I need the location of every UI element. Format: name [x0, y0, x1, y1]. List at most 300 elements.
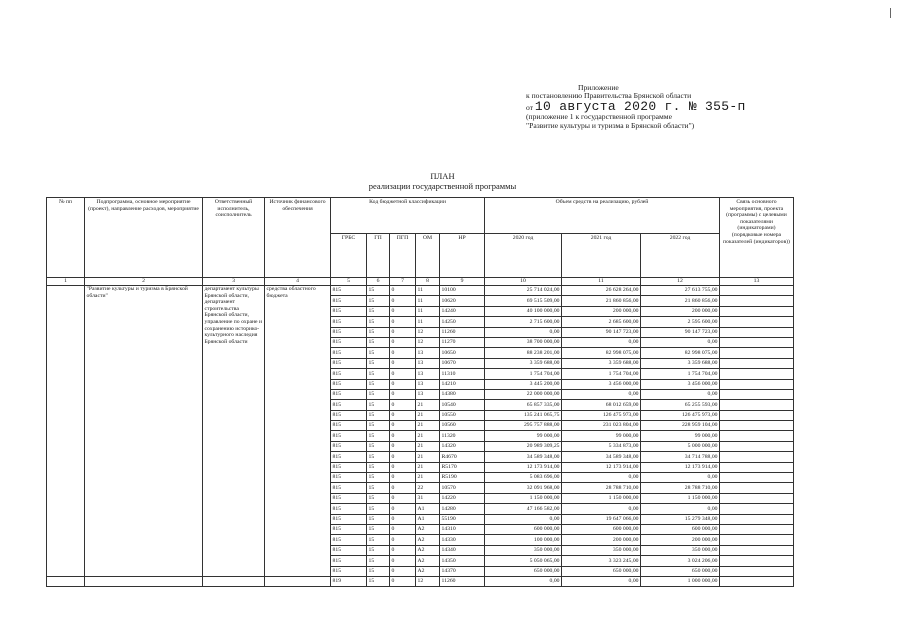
grbs-cell: 815 [331, 317, 367, 327]
om-cell: 13 [416, 389, 440, 399]
grbs-cell: 815 [331, 306, 367, 316]
indicator-link-cell [720, 400, 794, 410]
amount-2020-cell: 600 000,00 [485, 524, 562, 534]
indicator-link-cell [720, 389, 794, 399]
gp-cell: 15 [367, 493, 390, 503]
grbs-cell: 819 [331, 576, 367, 586]
nr-cell: 10540 [440, 400, 485, 410]
gp-cell: 15 [367, 431, 390, 441]
amount-2021-cell: 12 173 914,00 [562, 462, 641, 472]
indicator-link-cell [720, 348, 794, 358]
pgp-cell: 0 [390, 410, 416, 420]
gp-cell: 15 [367, 462, 390, 472]
gp-cell: 15 [367, 514, 390, 524]
grbs-cell: 815 [331, 369, 367, 379]
amount-2022-cell: 3 024 206,00 [641, 556, 720, 566]
amount-2020-cell: 3 445 200,00 [485, 379, 562, 389]
indicator-link-cell [720, 545, 794, 555]
nr-cell: 11260 [440, 576, 485, 586]
col-om-header: ОМ [416, 234, 440, 278]
amount-2020-cell: 5 050 065,00 [485, 556, 562, 566]
nr-cell: 11260 [440, 327, 485, 337]
amount-2022-cell: 82 998 075,00 [641, 348, 720, 358]
col-nr-header: НР [440, 234, 485, 278]
amount-2021-cell: 0,00 [562, 389, 641, 399]
grbs-cell: 815 [331, 462, 367, 472]
indicator-link-cell [720, 535, 794, 545]
column-number: 13 [720, 278, 794, 286]
column-number: 2 [85, 278, 203, 286]
grbs-cell: 815 [331, 421, 367, 431]
grbs-cell: 815 [331, 524, 367, 534]
om-cell: A2 [416, 566, 440, 576]
nr-cell: 10570 [440, 483, 485, 493]
om-cell: 22 [416, 483, 440, 493]
grbs-cell: 815 [331, 514, 367, 524]
nr-cell: 14210 [440, 379, 485, 389]
amount-2020-cell: 99 000,00 [485, 431, 562, 441]
amount-2022-cell: 3 456 000,00 [641, 379, 720, 389]
amount-2021-cell: 34 589 348,00 [562, 452, 641, 462]
indicator-link-cell [720, 296, 794, 306]
row-number-cell [47, 286, 85, 577]
column-number: 8 [416, 278, 440, 286]
amount-2021-cell: 2 685 600,00 [562, 317, 641, 327]
pgp-cell: 0 [390, 327, 416, 337]
amount-2021-cell: 19 647 066,00 [562, 514, 641, 524]
amount-2022-cell: 21 860 856,00 [641, 296, 720, 306]
amount-2022-cell: 99 000,00 [641, 431, 720, 441]
col-kbk-header: Код бюджетной классификации [331, 198, 485, 234]
amount-2020-cell: 295 757 888,00 [485, 421, 562, 431]
grbs-cell: 815 [331, 286, 367, 296]
indicator-link-cell [720, 410, 794, 420]
amount-2022-cell: 0,00 [641, 389, 720, 399]
amount-2020-cell: 0,00 [485, 327, 562, 337]
amount-2022-cell: 650 000,00 [641, 566, 720, 576]
amount-2020-cell: 2 715 600,00 [485, 317, 562, 327]
grbs-cell: 815 [331, 556, 367, 566]
amount-2022-cell: 3 359 688,00 [641, 358, 720, 368]
om-cell: A2 [416, 556, 440, 566]
nr-cell: 14250 [440, 317, 485, 327]
grbs-cell: 815 [331, 337, 367, 347]
amount-2021-cell: 21 860 856,00 [562, 296, 641, 306]
amount-2020-cell: 47 166 582,00 [485, 504, 562, 514]
amount-2021-cell: 231 023 804,00 [562, 421, 641, 431]
amount-2022-cell: 90 147 723,00 [641, 327, 720, 337]
nr-cell: 10620 [440, 296, 485, 306]
nr-cell: 14320 [440, 441, 485, 451]
grbs-cell: 815 [331, 452, 367, 462]
amount-2021-cell: 0,00 [562, 473, 641, 483]
om-cell: A2 [416, 524, 440, 534]
grbs-cell: 815 [331, 296, 367, 306]
executor-cell [203, 576, 265, 586]
om-cell: 12 [416, 327, 440, 337]
table-row [47, 286, 794, 296]
indicator-link-cell [720, 504, 794, 514]
column-number: 6 [367, 278, 390, 286]
om-cell: 11 [416, 317, 440, 327]
pgp-cell: 0 [390, 306, 416, 316]
om-cell: 21 [416, 400, 440, 410]
pgp-cell: 0 [390, 556, 416, 566]
indicator-link-cell [720, 317, 794, 327]
nr-cell: 10100 [440, 286, 485, 296]
indicator-link-cell [720, 473, 794, 483]
grbs-cell: 815 [331, 493, 367, 503]
om-cell: 12 [416, 337, 440, 347]
col-executor-header: Ответственный исполнитель, соисполнитель [203, 198, 265, 278]
col-gp-header: ГП [367, 234, 390, 278]
amount-2022-cell: 5 000 000,00 [641, 441, 720, 451]
gp-cell: 15 [367, 379, 390, 389]
nr-cell: 11320 [440, 431, 485, 441]
gp-cell: 15 [367, 327, 390, 337]
nr-cell: 14240 [440, 306, 485, 316]
amount-2020-cell: 1 754 704,00 [485, 369, 562, 379]
header-row-1 [47, 198, 794, 234]
indicator-link-cell [720, 327, 794, 337]
om-cell: A2 [416, 535, 440, 545]
col-volume-header: Объем средств на реализацию, рублей [485, 198, 720, 234]
grbs-cell: 815 [331, 348, 367, 358]
pgp-cell: 0 [390, 337, 416, 347]
pgp-cell: 0 [390, 379, 416, 389]
grbs-cell: 815 [331, 410, 367, 420]
grbs-cell: 815 [331, 431, 367, 441]
gp-cell: 15 [367, 535, 390, 545]
grbs-cell: 815 [331, 389, 367, 399]
grbs-cell: 815 [331, 473, 367, 483]
amount-2022-cell: 34 714 788,00 [641, 452, 720, 462]
amount-2020-cell: 3 359 688,00 [485, 358, 562, 368]
col-indicator-link-header: Связь основного мероприятия, проекта (программы) с целевыми показателями (индикаторами) (порядковые номера показателей (индикаторов)) [720, 198, 794, 278]
handwritten-date: 10 августа 2020 г. № 355-п [534, 99, 746, 115]
gp-cell: 15 [367, 317, 390, 327]
gp-cell: 15 [367, 576, 390, 586]
grbs-cell: 815 [331, 483, 367, 493]
amount-2021-cell: 26 628 264,00 [562, 286, 641, 296]
gp-cell: 15 [367, 369, 390, 379]
gp-cell: 15 [367, 473, 390, 483]
nr-cell: 14330 [440, 535, 485, 545]
nr-cell: 14370 [440, 566, 485, 576]
pgp-cell: 0 [390, 524, 416, 534]
nr-cell: 10670 [440, 358, 485, 368]
column-number: 9 [440, 278, 485, 286]
gp-cell: 15 [367, 337, 390, 347]
indicator-link-cell [720, 576, 794, 586]
pgp-cell: 0 [390, 389, 416, 399]
gp-cell: 15 [367, 286, 390, 296]
om-cell: 13 [416, 348, 440, 358]
pgp-cell: 0 [390, 483, 416, 493]
amount-2020-cell: 650 000,00 [485, 566, 562, 576]
amount-2021-cell: 90 147 723,00 [562, 327, 641, 337]
pgp-cell: 0 [390, 296, 416, 306]
om-cell: 11 [416, 296, 440, 306]
grbs-cell: 815 [331, 327, 367, 337]
amount-2022-cell: 126 475 973,00 [641, 410, 720, 420]
om-cell: 21 [416, 473, 440, 483]
pgp-cell: 0 [390, 317, 416, 327]
indicator-link-cell [720, 452, 794, 462]
indicator-link-cell [720, 421, 794, 431]
amount-2022-cell: 600 000,00 [641, 524, 720, 534]
nr-cell: 14220 [440, 493, 485, 503]
amount-2022-cell: 1 754 704,00 [641, 369, 720, 379]
amount-2021-cell: 0,00 [562, 337, 641, 347]
col-pgp-header: ПГП [390, 234, 416, 278]
gp-cell: 15 [367, 306, 390, 316]
pgp-cell: 0 [390, 286, 416, 296]
amount-2020-cell: 0,00 [485, 576, 562, 586]
amount-2021-cell: 200 000,00 [562, 535, 641, 545]
nr-cell: 14310 [440, 524, 485, 534]
nr-cell: 14340 [440, 545, 485, 555]
amount-2022-cell: 27 613 755,00 [641, 286, 720, 296]
program-name: "Развитие культуры и туризма в Брянской области") [526, 120, 695, 130]
grbs-cell: 815 [331, 441, 367, 451]
amount-2021-cell: 3 456 000,00 [562, 379, 641, 389]
amount-2022-cell: 12 173 914,00 [641, 462, 720, 472]
om-cell: 21 [416, 421, 440, 431]
indicator-link-cell [720, 369, 794, 379]
gp-cell: 15 [367, 545, 390, 555]
column-number: 5 [331, 278, 367, 286]
amount-2022-cell: 350 000,00 [641, 545, 720, 555]
nr-cell: R5190 [440, 473, 485, 483]
column-number: 10 [485, 278, 562, 286]
pgp-cell: 0 [390, 535, 416, 545]
subprogram-cell [85, 576, 203, 586]
column-number: 11 [562, 278, 641, 286]
gp-cell: 15 [367, 348, 390, 358]
column-number: 4 [265, 278, 331, 286]
amount-2022-cell: 200 000,00 [641, 306, 720, 316]
amount-2021-cell: 1 754 704,00 [562, 369, 641, 379]
pgp-cell: 0 [390, 493, 416, 503]
amount-2020-cell: 32 091 968,00 [485, 483, 562, 493]
amount-2022-cell: 0,00 [641, 504, 720, 514]
amount-2020-cell: 88 238 201,00 [485, 348, 562, 358]
om-cell: 11 [416, 286, 440, 296]
indicator-link-cell [720, 514, 794, 524]
amount-2022-cell: 15 279 348,00 [641, 514, 720, 524]
nr-cell: 11310 [440, 369, 485, 379]
indicator-link-cell [720, 337, 794, 347]
om-cell: 21 [416, 441, 440, 451]
nr-cell: 11270 [440, 337, 485, 347]
pgp-cell: 0 [390, 348, 416, 358]
source-cell [265, 576, 331, 586]
grbs-cell: 815 [331, 566, 367, 576]
amount-2020-cell: 0,00 [485, 514, 562, 524]
amount-2020-cell: 1 150 000,00 [485, 493, 562, 503]
gp-cell: 15 [367, 389, 390, 399]
om-cell: 21 [416, 431, 440, 441]
grbs-cell: 815 [331, 379, 367, 389]
amount-2022-cell: 0,00 [641, 337, 720, 347]
appendix-label: Приложение [578, 83, 619, 92]
om-cell: A2 [416, 545, 440, 555]
indicator-link-cell [720, 306, 794, 316]
amount-2021-cell: 68 012 659,00 [562, 400, 641, 410]
col-2022-header: 2022 год [641, 234, 720, 278]
om-cell: 13 [416, 379, 440, 389]
indicator-link-cell [720, 462, 794, 472]
amount-2021-cell: 0,00 [562, 504, 641, 514]
amount-2021-cell: 5 334 873,00 [562, 441, 641, 451]
om-cell: 12 [416, 576, 440, 586]
amount-2021-cell: 200 000,00 [562, 306, 641, 316]
pgp-cell: 0 [390, 473, 416, 483]
nr-cell: 10560 [440, 421, 485, 431]
om-cell: A1 [416, 514, 440, 524]
source-cell: средства областного бюджета [265, 286, 331, 577]
col-grbs-header: ГРБС [331, 234, 367, 278]
amount-2020-cell: 5 083 696,00 [485, 473, 562, 483]
col-2020-header: 2020 год [485, 234, 562, 278]
gp-cell: 15 [367, 452, 390, 462]
executor-cell: департамент культуры Брянской области, департамент строительства Брянской области, управление по охране и сохранению историко-культурного наследия Брянской области [203, 286, 265, 577]
amount-2021-cell: 99 000,00 [562, 431, 641, 441]
nr-cell: 14350 [440, 556, 485, 566]
column-number-row [47, 278, 794, 286]
gp-cell: 15 [367, 410, 390, 420]
col-source-header: Источник финансового обеспечения [265, 198, 331, 278]
indicator-link-cell [720, 493, 794, 503]
column-number: 3 [203, 278, 265, 286]
nr-cell: R4670 [440, 452, 485, 462]
decree-reference: к постановлению Правительства Брянской области [526, 91, 692, 101]
nr-cell: 10550 [440, 410, 485, 420]
om-cell: 13 [416, 358, 440, 368]
amount-2020-cell: 12 173 914,00 [485, 462, 562, 472]
indicator-link-cell [720, 358, 794, 368]
nr-cell: 14280 [440, 504, 485, 514]
nr-cell: 14380 [440, 389, 485, 399]
program-appendix-note: (приложение 1 к государственной программе [526, 112, 672, 122]
amount-2020-cell: 350 000,00 [485, 545, 562, 555]
column-number: 1 [47, 278, 85, 286]
appendix-header [526, 84, 746, 130]
amount-2020-cell: 100 000,00 [485, 535, 562, 545]
indicator-link-cell [720, 286, 794, 296]
pgp-cell: 0 [390, 400, 416, 410]
amount-2020-cell: 34 589 348,00 [485, 452, 562, 462]
plan-title: ПЛАН [430, 171, 455, 181]
amount-2021-cell: 0,00 [562, 576, 641, 586]
grbs-cell: 815 [331, 400, 367, 410]
pgp-cell: 0 [390, 452, 416, 462]
pgp-cell: 0 [390, 576, 416, 586]
indicator-link-cell [720, 566, 794, 576]
column-number: 7 [390, 278, 416, 286]
gp-cell: 15 [367, 421, 390, 431]
amount-2020-cell: 65 857 335,00 [485, 400, 562, 410]
gp-cell: 15 [367, 441, 390, 451]
om-cell: 31 [416, 493, 440, 503]
amount-2022-cell: 2 595 600,00 [641, 317, 720, 327]
nr-cell: 10650 [440, 348, 485, 358]
pgp-cell: 0 [390, 514, 416, 524]
gp-cell: 15 [367, 296, 390, 306]
nr-cell: 55190 [440, 514, 485, 524]
indicator-link-cell [720, 441, 794, 451]
pgp-cell: 0 [390, 545, 416, 555]
table-row [47, 576, 794, 586]
column-number: 12 [641, 278, 720, 286]
amount-2020-cell: 40 100 000,00 [485, 306, 562, 316]
grbs-cell: 815 [331, 545, 367, 555]
gp-cell: 15 [367, 566, 390, 576]
om-cell: 11 [416, 306, 440, 316]
gp-cell: 15 [367, 483, 390, 493]
amount-2022-cell: 0,00 [641, 473, 720, 483]
gp-cell: 15 [367, 556, 390, 566]
amount-2020-cell: 38 700 000,00 [485, 337, 562, 347]
amount-2022-cell: 228 959 104,00 [641, 421, 720, 431]
indicator-link-cell [720, 483, 794, 493]
amount-2022-cell: 1 000 000,00 [641, 576, 720, 586]
pgp-cell: 0 [390, 358, 416, 368]
amount-2021-cell: 1 150 000,00 [562, 493, 641, 503]
scan-edge-mark [890, 8, 891, 18]
grbs-cell: 815 [331, 504, 367, 514]
om-cell: 21 [416, 462, 440, 472]
amount-2021-cell: 28 788 710,00 [562, 483, 641, 493]
om-cell: A1 [416, 504, 440, 514]
gp-cell: 15 [367, 504, 390, 514]
indicator-link-cell [720, 431, 794, 441]
om-cell: 21 [416, 410, 440, 420]
plan-table [46, 197, 794, 587]
om-cell: 21 [416, 452, 440, 462]
om-cell: 13 [416, 369, 440, 379]
pgp-cell: 0 [390, 369, 416, 379]
amount-2022-cell: 65 255 593,00 [641, 400, 720, 410]
gp-cell: 15 [367, 524, 390, 534]
amount-2021-cell: 3 359 688,00 [562, 358, 641, 368]
amount-2020-cell: 20 989 309,25 [485, 441, 562, 451]
gp-cell: 15 [367, 400, 390, 410]
grbs-cell: 815 [331, 358, 367, 368]
grbs-cell: 815 [331, 535, 367, 545]
amount-2020-cell: 22 000 000,00 [485, 389, 562, 399]
pgp-cell: 0 [390, 431, 416, 441]
amount-2020-cell: 25 714 024,00 [485, 286, 562, 296]
pgp-cell: 0 [390, 421, 416, 431]
col-num-header: № пп [47, 198, 85, 278]
amount-2021-cell: 82 998 075,00 [562, 348, 641, 358]
amount-2022-cell: 200 000,00 [641, 535, 720, 545]
amount-2020-cell: 135 241 065,75 [485, 410, 562, 420]
amount-2022-cell: 28 788 710,00 [641, 483, 720, 493]
date-prefix: от [526, 103, 534, 113]
pgp-cell: 0 [390, 441, 416, 451]
amount-2020-cell: 69 515 509,00 [485, 296, 562, 306]
amount-2021-cell: 126 475 973,00 [562, 410, 641, 420]
pgp-cell: 0 [390, 566, 416, 576]
indicator-link-cell [720, 379, 794, 389]
indicator-link-cell [720, 524, 794, 534]
pgp-cell: 0 [390, 462, 416, 472]
amount-2021-cell: 3 323 245,00 [562, 556, 641, 566]
amount-2021-cell: 600 000,00 [562, 524, 641, 534]
